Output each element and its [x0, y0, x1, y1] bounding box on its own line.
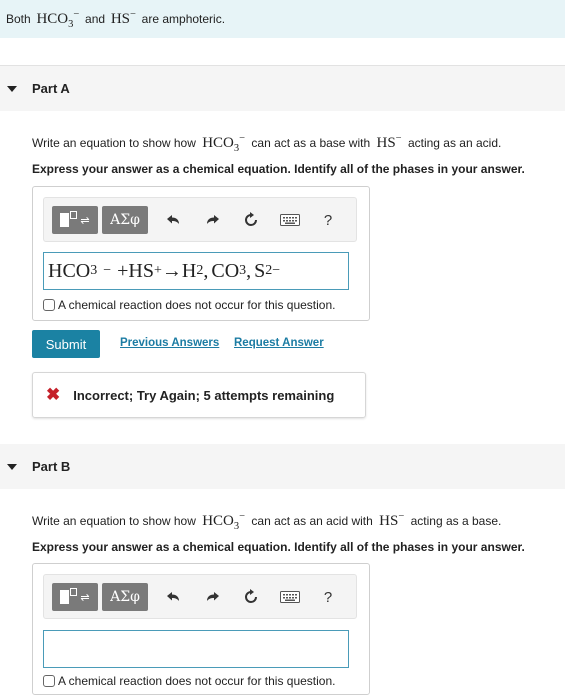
- feedback-box: [32, 372, 366, 418]
- undo-icon[interactable]: [159, 583, 187, 611]
- part-a-question: Write an equation to show how $HCO_3^-$ can act as a base with HS− acting as an acid.: [32, 133, 502, 154]
- part-a-instruction: Express your answer as a chemical equation. Identify all of the phases in your answer.: [32, 162, 525, 176]
- greek-symbols-button[interactable]: ΑΣφ: [102, 583, 148, 611]
- part-b-answer-editor: [32, 563, 370, 695]
- collapse-caret-icon[interactable]: [7, 86, 17, 92]
- help-icon[interactable]: ?: [323, 211, 333, 229]
- template-icon[interactable]: ⇌: [52, 206, 98, 234]
- checkbox[interactable]: [43, 675, 55, 687]
- incorrect-icon: ✖: [46, 385, 61, 404]
- checkbox[interactable]: [43, 299, 55, 311]
- part-a-no-reaction-option[interactable]: A chemical reaction does not occur for this question.: [43, 298, 335, 312]
- part-a-title: Part A: [32, 81, 70, 96]
- redo-icon[interactable]: [199, 583, 227, 611]
- part-a-toolbar: [43, 197, 357, 242]
- help-icon[interactable]: ?: [323, 588, 333, 606]
- part-b-answer-input[interactable]: [43, 630, 349, 668]
- feedback-message: Incorrect; Try Again; 5 attempts remaining: [73, 387, 335, 403]
- request-answer-link[interactable]: Request Answer: [234, 337, 324, 349]
- template-icon[interactable]: ⇌: [52, 583, 98, 611]
- intro-prefix: Both: [6, 12, 31, 26]
- part-b-title: Part B: [32, 459, 71, 474]
- part-b-no-reaction-option[interactable]: A chemical reaction does not occur for this question.: [43, 674, 335, 688]
- part-a-answer-editor: [32, 186, 370, 321]
- part-b-question: Write an equation to show how $HCO_3^-$ can act as an acid with HS− acting as a base.: [32, 511, 502, 532]
- part-b-instruction: Express your answer as a chemical equation. Identify all of the phases in your answer.: [32, 540, 525, 554]
- part-a-answer-input[interactable]: HCO 3 − + HS + → H 2 , CO 3 , S 2−: [43, 252, 349, 290]
- reset-icon[interactable]: [237, 206, 265, 234]
- undo-icon[interactable]: [159, 206, 187, 234]
- reset-icon[interactable]: [237, 583, 265, 611]
- previous-answers-link[interactable]: Previous Answers: [120, 337, 220, 349]
- intro-suffix: are amphoteric.: [141, 12, 226, 26]
- intro-species-hydrosulfide: HS−: [110, 8, 136, 27]
- collapse-caret-icon[interactable]: [7, 464, 17, 470]
- intro-conj: and: [85, 12, 106, 26]
- part-b-toolbar: [43, 574, 357, 619]
- part-b-header[interactable]: [0, 444, 565, 489]
- submit-button[interactable]: Submit: [32, 330, 100, 358]
- intro-species-bicarbonate: $HCO_3^-$: [36, 8, 80, 30]
- greek-symbols-button[interactable]: ΑΣφ: [102, 206, 148, 234]
- keyboard-icon[interactable]: [276, 206, 304, 234]
- redo-icon[interactable]: [199, 206, 227, 234]
- part-a-header[interactable]: [0, 66, 565, 111]
- intro-banner: [0, 0, 565, 38]
- keyboard-icon[interactable]: [276, 583, 304, 611]
